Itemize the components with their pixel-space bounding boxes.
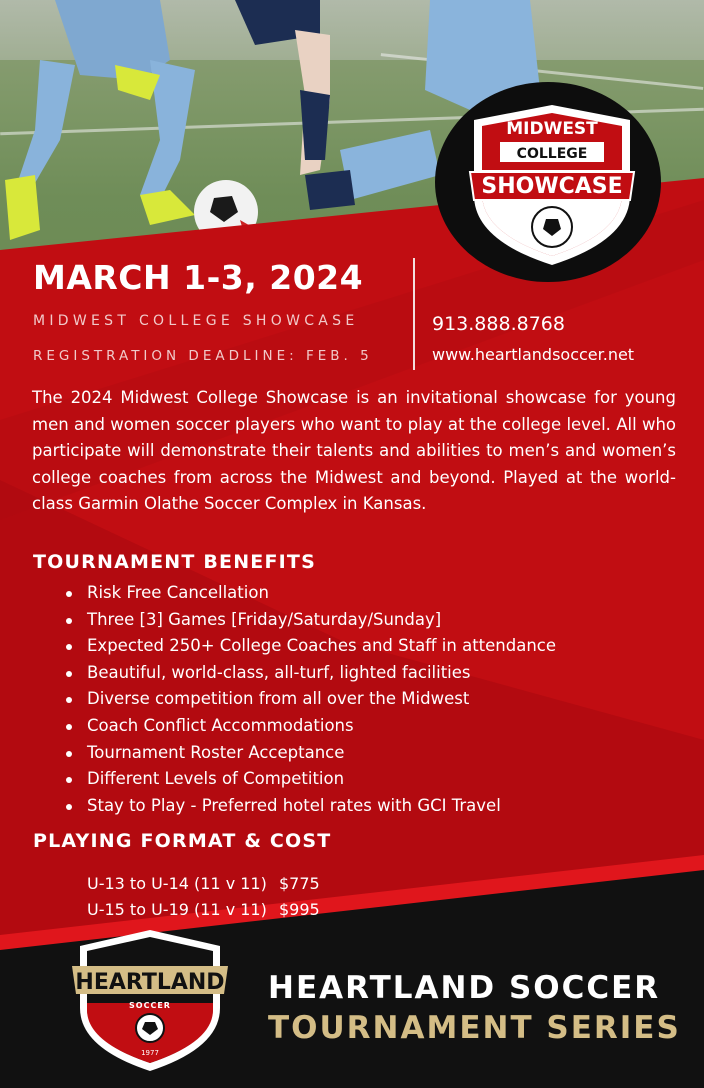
logo-top-line3: SHOWCASE bbox=[481, 174, 623, 199]
heartland-soccer-logo bbox=[70, 928, 230, 1073]
logo-bottom-name: HEARTLAND bbox=[75, 970, 225, 995]
header-divider bbox=[413, 258, 415, 370]
price-row bbox=[87, 897, 320, 923]
logo-bottom-year: 1977 bbox=[141, 1049, 159, 1057]
list-item: Expected 250+ College Coaches and Staff in attendance bbox=[66, 633, 556, 660]
phone-number[interactable]: 913.888.8768 bbox=[432, 313, 565, 335]
list-item: Stay to Play - Preferred hotel rates with GCI Travel bbox=[66, 793, 556, 820]
division-label: U-15 to U-19 (11 v 11) bbox=[87, 900, 267, 919]
registration-deadline: REGISTRATION DEADLINE: FEB. 5 bbox=[33, 348, 373, 364]
format-title: PLAYING FORMAT & COST bbox=[33, 830, 332, 852]
price-row bbox=[87, 871, 320, 897]
list-item: Risk Free Cancellation bbox=[66, 580, 556, 607]
event-name: MIDWEST COLLEGE SHOWCASE bbox=[33, 313, 359, 329]
list-item: Three [3] Games [Friday/Saturday/Sunday] bbox=[66, 607, 556, 634]
list-item: Different Levels of Competition bbox=[66, 766, 556, 793]
list-item: Diverse competition from all over the Midwest bbox=[66, 686, 556, 713]
division-label: U-13 to U-14 (11 v 11) bbox=[87, 874, 267, 893]
website-link[interactable]: www.heartlandsoccer.net bbox=[432, 345, 635, 364]
list-item: Tournament Roster Acceptance bbox=[66, 740, 556, 767]
logo-top-line1: MIDWEST bbox=[506, 119, 598, 139]
logo-bottom-sub: SOCCER bbox=[129, 1001, 171, 1010]
brand-line1: HEARTLAND SOCCER bbox=[268, 970, 661, 1006]
brand-line2: TOURNAMENT SERIES bbox=[268, 1010, 681, 1046]
benefits-list bbox=[66, 580, 556, 819]
benefits-title: TOURNAMENT BENEFITS bbox=[33, 551, 316, 573]
list-item: Beautiful, world-class, all-turf, lighted facilities bbox=[66, 660, 556, 687]
intro-paragraph: The 2024 Midwest College Showcase is an invitational showcase for young men and women soccer players who want to play at the college level. All who participate will demonstrate their talents and abilities to men’s and women’s college coaches from across the Midwest and beyond. Played at the world-class Garmin Olathe Soccer Complex in Kansas. bbox=[32, 388, 676, 513]
list-item: Coach Conflict Accommodations bbox=[66, 713, 556, 740]
price-value: $775 bbox=[279, 874, 320, 893]
logo-top-line2: COLLEGE bbox=[516, 146, 588, 162]
midwest-college-showcase-logo bbox=[462, 100, 642, 270]
price-value: $995 bbox=[279, 900, 320, 919]
pricing-table bbox=[87, 871, 320, 923]
event-dates: MARCH 1-3, 2024 bbox=[33, 258, 364, 297]
